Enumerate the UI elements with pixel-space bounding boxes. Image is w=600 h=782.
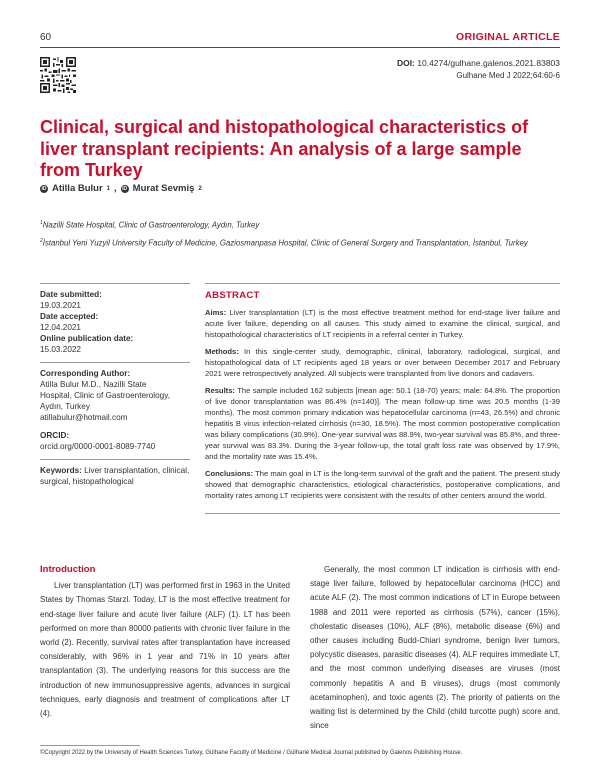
abstract-heading: ABSTRACT <box>205 290 260 301</box>
author-name: Murat Sevmiş <box>132 183 195 194</box>
date-accepted-value: 12.04.2021 <box>40 323 81 332</box>
corresponding-author-line: Aydın, Turkey <box>40 402 90 411</box>
abstract-methods <box>205 346 560 379</box>
doi-value[interactable]: 10.4274/gulhane.galenos.2021.83803 <box>414 58 560 68</box>
introduction-heading: Introduction <box>40 564 96 575</box>
corresponding-author-block <box>40 363 190 452</box>
corresponding-author-line: Atilla Bulur M.D., Nazilli State <box>40 380 147 389</box>
date-submitted-label: Date submitted: <box>40 290 102 299</box>
abstract-conclusions <box>205 468 560 501</box>
article-title: Clinical, surgical and histopathological characteristics of liver transplant recipients: An analysis of a large sample from Turkey <box>40 117 529 180</box>
affiliation <box>40 236 560 249</box>
results-label: Results: <box>205 386 235 395</box>
aims-label: Aims: <box>205 308 227 317</box>
author-separator: , <box>114 183 117 194</box>
keywords-value: Liver transplantation, clinical, surgical, histopathological <box>40 466 190 486</box>
copyright-footer: ©Copyright 2022 by the University of Health Sciences Turkey, Gülhane Faculty of Medicine / Gülhane Medical Journal published by Galenos Publishing House. <box>40 750 463 756</box>
abstract <box>205 283 560 514</box>
results-text: The sample included 162 subjects [mean age: 50.1 (18-70) years; male: 64.8%. The proportion of live donor transplantation was 86.4% (n=140)]. The mean follow-up time was 20.5 months (1-39 months). The most common primary indication was hepatocellular carcinoma (n=43, 26.5%) and chronic hepatitis B virus infection-related cirrhosis (n=30, 18.5%). The most common postoperative complication was biliary complications (30.9%). One-year survival was 88.9%, two-year survival was 85.8%, and three-year survival was 83.3%. During the 3-year follow-up, the total graft loss rate was observed by 17.9%, and the mortality rate was 15.4%. <box>205 386 560 461</box>
conclusions-text: The main goal in LT is the long-term survival of the graft and the patient. The present study showed that demographic characteristics, etiological characteristics, postoperative complications, and mortality rates among LT recipients were consistent with the results of other centers around the world. <box>205 469 560 500</box>
footer-rule <box>40 745 140 746</box>
orcid-icon[interactable]: iD <box>41 185 47 192</box>
keywords-label: Keywords: <box>40 466 82 475</box>
dates-block <box>40 284 190 355</box>
methods-text: In this single-center study, demographic, clinical, laboratory, radiological, surgical, and histopathological data of LT recipients aged 18 years or over between December 2017 and February 2021 were retrospectively analyzed. All subjects were transplanted from live donors and cadavers. <box>205 347 560 378</box>
affiliation <box>40 218 560 231</box>
online-publication-label: Online publication date: <box>40 334 134 343</box>
keywords-block <box>40 460 190 487</box>
orcid-icon[interactable]: iD <box>122 185 128 192</box>
body-column-right <box>310 563 560 733</box>
author-affiliation-sup: 1 <box>106 185 111 192</box>
author-affiliation-sup: 2 <box>198 185 202 192</box>
author-name: Atilla Bulur <box>52 183 103 194</box>
corresponding-author-label: Corresponding Author: <box>40 369 131 378</box>
methods-label: Methods: <box>205 347 239 356</box>
doi <box>397 58 560 68</box>
author-list <box>40 183 202 194</box>
article-type-label: ORIGINAL ARTICLE <box>456 31 560 43</box>
aims-text: Liver transplantation (LT) is the most effective treatment method for end-stage liver failure and acute liver failure, depending on all causes. This study aimed to examine the clinical, surgical, and histopathological characteristics of LT recipients in a referral center in Turkey. <box>205 308 560 339</box>
article-info-sidebar <box>40 283 190 487</box>
conclusions-label: Conclusions: <box>205 469 254 478</box>
doi-label: DOI: <box>396 58 415 68</box>
orcid-value[interactable]: orcid.org/0000-0001-8089-7740 <box>40 442 156 451</box>
online-publication-value: 15.03.2022 <box>40 345 81 354</box>
body-paragraph: Generally, the most common LT indication is cirrhosis with end-stage liver failure, followed by hepatocellular carcinoma (HCC) and acute ALF (2). The most common indications of LT in Europe between 1988 and 2011 were reported as cirrhosis (57%), cancer (15%), cholestatic diseases (10%), ALF (8%), metabolic disease (6%) and other causes including Budd-Chiari syndrome, benign liver tumors, polycystic diseases, parasitic diseases (4). ALF requires immediate LT, and the most common underlying diseases are viruses (most commonly hepatitis A and B viruses), drugs (most commonly acetaminophen), and toxic agents (2). The priority of patients on the waiting list is determined by the Child (child turcotte pugh) score and, since <box>310 565 560 731</box>
abstract-aims <box>205 307 560 340</box>
header-rule <box>40 47 560 48</box>
date-submitted-value: 19.03.2021 <box>40 301 81 310</box>
journal-reference: Gulhane Med J 2022;64:60-6 <box>456 71 560 80</box>
introduction-paragraph: Liver transplantation (LT) was performed first in 1963 in the United States by Thomas Starzl. Today, LT is the most effective treatment for end-stage liver failure and acute liver failure (ALF) (1). LT has been performed on more than 80000 patients with chronic liver failure in the world (2). Recently, survival rates after transplantation have increased considerably, with 96% in 1 year and 71% in 10 years after transplantation (3). The underlying reasons for this success are the introduction of new immunosuppressive agents, advances in surgical techniques, early diagnosis and treatment of complications after LT (4). <box>40 581 290 719</box>
affiliation-sup: 1 <box>40 220 43 226</box>
abstract-results <box>205 385 560 462</box>
qr-code-icon <box>40 57 76 93</box>
page-number: 60 <box>40 32 52 43</box>
orcid-label: ORCID: <box>40 431 70 440</box>
affiliation-text: Nazilli State Hospital, Clinic of Gastroenterology, Aydın, Turkey <box>42 220 260 230</box>
corresponding-author-email[interactable]: atillabulur@hotmail.com <box>40 413 128 422</box>
date-accepted-label: Date accepted: <box>40 312 99 321</box>
affiliation-sup: 2 <box>40 238 43 244</box>
corresponding-author-line: Hospital, Clinic of Gastroenterology, <box>40 391 170 400</box>
affiliation-text: İstanbul Yeni Yuzyil University Faculty of Medicine, Gaziosmanpasa Hospital, Clinic of General Surgery and Transplantation, İstanbul, Turkey <box>42 238 528 248</box>
body-column-left <box>40 563 290 721</box>
